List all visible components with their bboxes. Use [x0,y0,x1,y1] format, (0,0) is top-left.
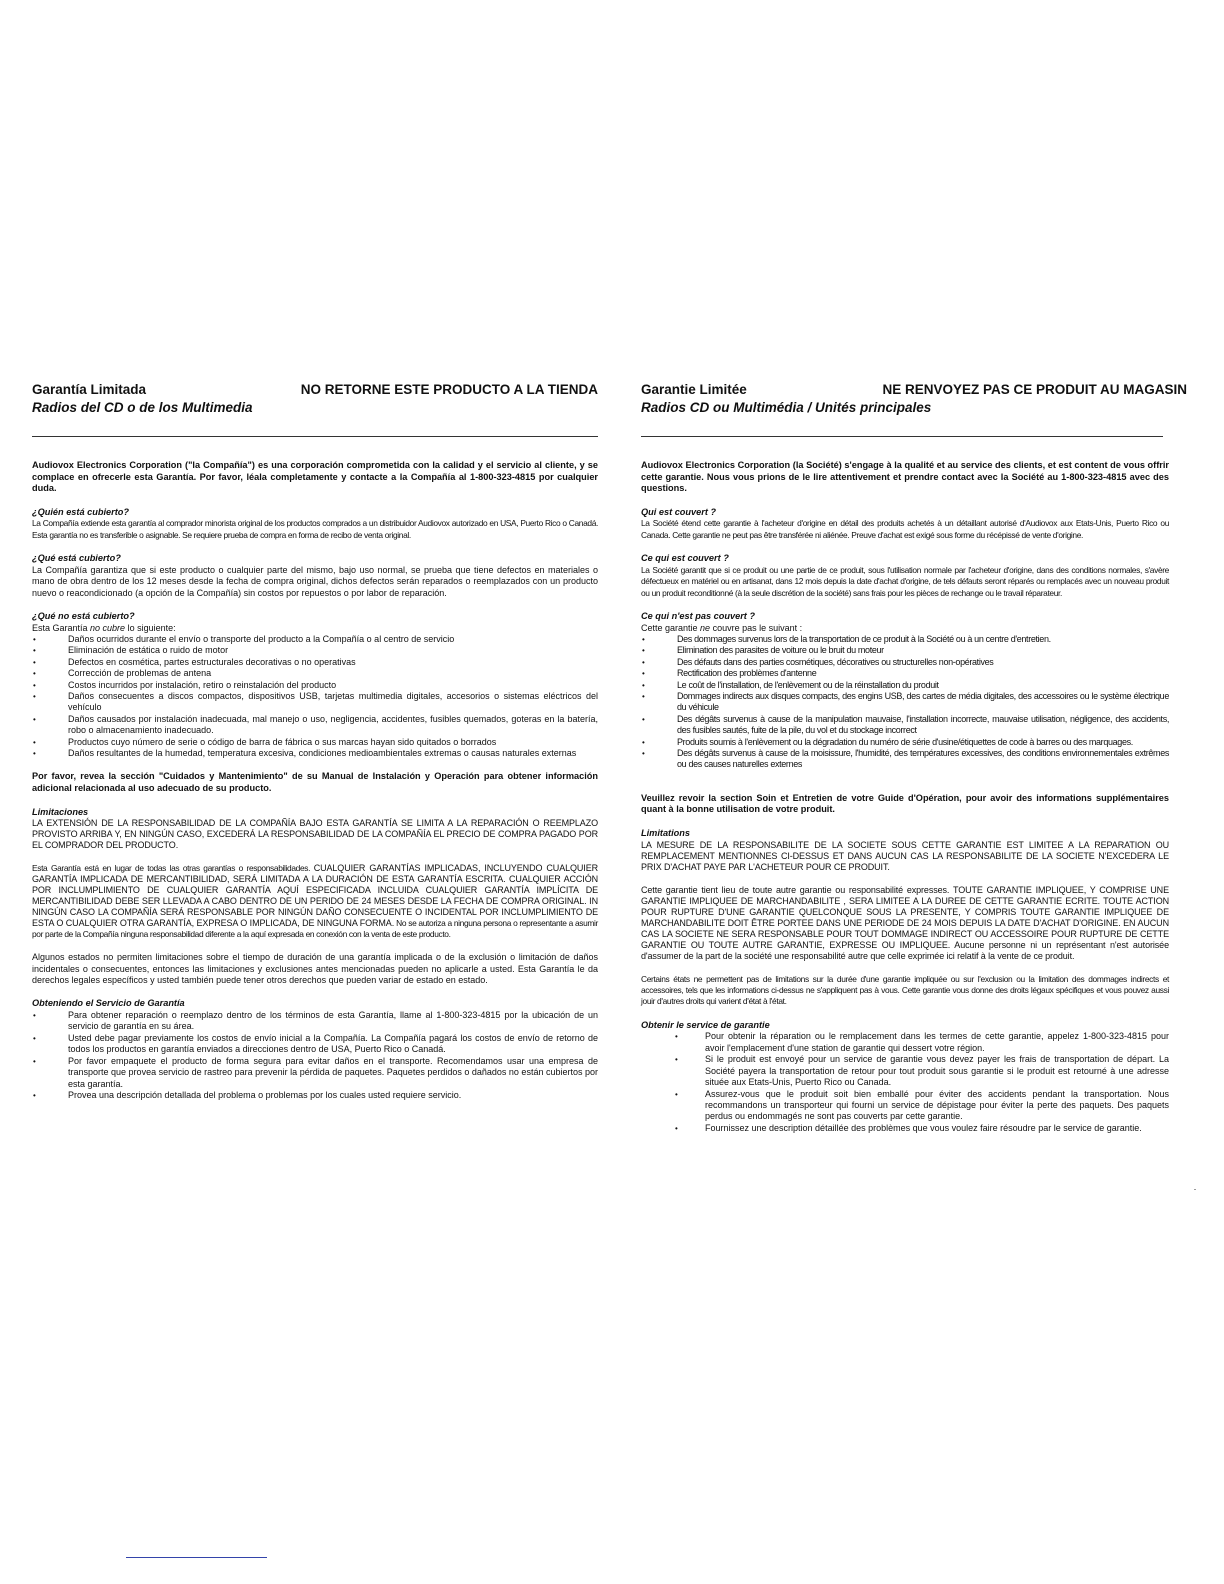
list-item: • Productos cuyo número de serie o código de barra de fábrica o sus marcas hayan sido quitados o borrados [32,737,598,748]
spanish-covered-section [32,553,598,599]
spanish-intro: Audiovox Electronics Corporation ("la Compañía") es una corporación comprometida con la calidad y el servicio al cliente, y se complace en ofrecerle esta Garantía. Por favor, léala completamente y contacte a la Compañía al 1-800-323-4815 por cualquier duda. [32,460,598,494]
list-item: • Des dégâts survenus à cause de la manipulation mauvaise, l'installation incorrecte, mauvaise utilisation, négligence, des accidents, des fusibles sautés, fuite de la pile, du vol et du stockage incorrect [641,714,1169,737]
list-item: • Des dommages survenus lors de la transportation de ce produit à la Société ou à un centre d'entretien. [641,634,1169,645]
list-item: • Usted debe pagar previamente los costos de envío inicial a la Compañía. La Compañía pagará los costos de envío de retorno de todos los productos en garantía enviados a direcciones dentro de USA, Puerto Rico o Canadá. [32,1033,598,1056]
french-subtitle: Radios CD ou Multimédia / Unités principales [641,400,932,415]
intro-emphasis: ne [700,622,711,633]
french-not-covered-heading: Ce qui n'est pas couvert ? [641,611,755,621]
french-limitations-paragraph [641,885,1169,962]
list-item: • Daños consecuentes a discos compactos, dispositivos USB, tarjetas multimedia digitales, accesorios o sistemas eléctricos del vehículo [32,691,598,714]
french-care-note: Veuillez revoir la section Soin et Entretien de votre Guide d'Opération, pour avoir des informations supplémentaires quant à la bonne utilisation de votre produit. [641,792,1169,815]
footer-hyperlink-underline [126,1557,267,1558]
list-item: • Assurez-vous que le produit soit bien emballé pour éviter des accidents pendant la transportation. Nous recommandons un transporteur qui fourni un service de dépistage pour éviter la perte des paquets. Des paquets perdus ou endommagés ne sont pas couverts par cette garantie. [641,1089,1169,1123]
french-states-paragraph: Certains états ne permettent pas de limitations sur la durée d'une garantie impliquée ou sur l'exclusion ou la limitation des dommages indirects et accessoires, tels que les informations ci-dessus ne s'appliquent pas à vous. Cette garantie vous donne des droits légaux spécifiques et vous pouvez aussi jouir d'autres droits qui varient d'état à l'état. [641,973,1169,1007]
list-item: • Daños ocurridos durante el envío o transporte del producto a la Compañía o al centro de servicio [32,634,598,645]
list-item: • Daños causados por instalación inadecuada, mal manejo o uso, negligencia, accidentes, fusibles quemados, goteras en la batería, robo o almacenamiento inadecuado. [32,714,598,737]
spanish-not-covered-list [32,634,598,759]
french-limitations-heading: Limitations [641,828,691,839]
french-covered-text: La Société garantit que si ce produit ou une partie de ce produit, sous l'utilisation normale par l'acheteur d'origine, dans des conditions normales, s'avère défectueux en matériel ou en artisanat, dans 12 mois depuis la date d'achat d'origine, de tels défauts seront réparés ou remplacés avec un nouveau produit ou un produit reconditionné (à la seule discrétion de la société) sans frais pour les pièces de rechange ou le travail réparateur. [641,564,1169,598]
spanish-who-text: La Compañía extiende esta garantía al comprador minorista original de los productos comprados a un distribuidor Audiovox autorizado en USA, Puerto Rico o Canadá. Esta garantía no es transferible o asignable. Se requiere prueba de compra en forma de recibo de venta original. [32,518,598,540]
french-service-heading: Obtenir le service de garantie [641,1019,770,1030]
french-not-covered-intro [641,623,1169,634]
intro-text: couvre pas le suivant : [710,622,803,633]
french-service-list [641,1031,1169,1134]
list-item: • Fournissez une description détaillée des problèmes que vous voulez faire résoudre par le service de garantie. [641,1123,1169,1134]
list-item: • Produits soumis à l'enlèvement ou la dégradation du numéro de série d'usine/étiquettes de code à barres ou des marquages. [641,737,1169,748]
spanish-limitations-heading: Limitaciones [32,806,89,817]
spanish-who-section [32,507,598,541]
para-caps: CUALQUIER GARANTÍAS IMPLICADAS, INCLUYENDO CUALQUIER GARANTÍA IMPLICADA DE MERCANTIBILIDAD, SERÁ LIMITADA A LA DURACIÓN DE ESTA GARANTÍA ESCRITA. CUALQUIER ACCIÓN POR INCLUMPLIMIENTO DE CUALQUIER GARANTÍA AQUÍ ESPECIFICADA INCLUIDA CUALQUIER GARANTÍA IMPLÍCITA DE MERCANTIBILIDAD DEBE SER LLEVADA A CABO DENTRO DE UN PERIDO DE 24 MESES DESDE LA FECHA DE COMPRA ORIGINAL. IN NINGÚN CASO LA COMPAÑÍA SERÁ RESPONSABLE POR NINGÚN DAÑO CONSECUENTE O INCIDENTAL POR INCLUMPLIMIENTO DE ESTA O CUALQUIER OTRA GARANTÍA, EXPRESA O IMPLICADA, DE NINGUNA FORMA. [32,863,599,929]
spanish-warranty-column [32,382,598,1101]
list-item: • Para obtener reparación o reemplazo dentro de los términos de esta Garantía, llame al 1-800-323-4815 por la ubicación de un servicio de garantía en su área. [32,1010,598,1033]
list-item: • Rectification des problèmes d'antenne [641,668,1169,679]
french-warranty-column [641,382,1187,1134]
intro-text: Esta Garantía [32,622,91,633]
french-header [641,382,1187,418]
list-item: • Des dégâts survenus à cause de la moisissure, l'humidité, des températures excessives, des conditions environnementales extrêmes ou des causes naturelles externes [641,748,1169,771]
spanish-covered-heading: ¿Qué está cubierto? [32,553,121,564]
french-limitations-section [641,828,1169,1008]
spanish-limitations-caps: LA EXTENSIÓN DE LA RESPONSABILIDAD DE LA COMPAÑÍA BAJO ESTA GARANTÍA SE LIMITA A LA REPARACIÓN O REEMPLAZO PROVISTO ARRIBA Y, EN NINGÚN CASO, EXCEDERÁ LA RESPONSABILIDAD DE LA COMPAÑÍA EL PRECIO DE COMPRA PAGADO POR EL COMPRADOR DEL PRODUCTO. [32,818,598,851]
spanish-states-paragraph: Algunos estados no permiten limitaciones sobre el tiempo de duración de una garantía implicada o de la exclusión o limitación de daños incidentales o consecuentes, entonces las limitaciones y exclusiones antes mencionadas pueden no aplicarle a usted. Esta Garantía le da derechos legales específicos y usted también puede tener otros derechos que pueden variar de estado en estado. [32,952,598,986]
intro-emphasis: no cubre [90,622,126,633]
spanish-service-list [32,1010,598,1101]
french-who-section [641,507,1169,541]
list-item: • Por favor empaquete el producto de forma segura para evitar daños en el transporte. Recomendamos usar una empresa de transporte que provea servicio de rastreo para prevenir la pérdida de paquetes. Paquetes perdidos o dañados no están cubiertos por esta garantía. [32,1056,598,1090]
intro-text: Cette garantie [641,622,701,633]
list-item: • Defectos en cosmética, partes estructurales decorativas o no operativas [32,657,598,668]
spanish-service-heading: Obteniendo el Servicio de Garantía [32,998,185,1009]
french-return-notice: NE RENVOYEZ PAS CE PRODUIT AU MAGASIN [882,382,1187,397]
spanish-who-heading: ¿Quién está cubierto? [32,506,129,517]
spanish-service-section [32,998,598,1101]
list-item: • Costos incurridos por instalación, retiro o reinstalación del producto [32,680,598,691]
french-not-covered-section [641,611,1169,771]
french-service-section [641,1020,1169,1134]
list-item: • Dommages indirects aux disques compacts, des engins USB, des cartes de média digitales, des accessoires ou le système électrique du véhicule [641,691,1169,714]
spanish-subtitle: Radios del CD o de los Multimedia [32,400,253,415]
french-who-heading: Qui est couvert ? [641,506,717,517]
spanish-divider [32,436,598,437]
french-divider [641,436,1163,437]
spanish-not-covered-intro [32,623,598,634]
french-who-text: La Société étend cette garantie à l'acheteur d'origine en détail des produits achetés à un détaillant autorisé d'Audiovox aux Etats-Unis, Puerto Rico ou Canada. Cette garantie ne peut pas être transférée ni aliénée. Preuve d'achat est exigé sous forme du récépissé de vente d'origine. [641,518,1169,540]
spanish-not-covered-heading: ¿Qué no está cubierto? [32,611,135,621]
list-item: • Corrección de problemas de antena [32,668,598,679]
spanish-not-covered-section [32,611,598,759]
stray-mark [1194,1189,1196,1190]
spanish-care-note: Por favor, revea la sección "Cuidados y Mantenimiento" de su Manual de Instalación y Operación para obtener información adicional relacionada al uso adecuado de su producto. [32,771,598,794]
french-intro: Audiovox Electronics Corporation (la Société) s'engage à la qualité et au service des clients, et est content de vous offrir cette garantie. Nous vous prions de le lire attentivement et prendre contact avec la Société au 1-800-323-4815 avec des questions. [641,460,1169,494]
spanish-header [32,382,598,418]
spanish-title: Garantía Limitada [32,382,147,397]
french-title: Garantie Limitée [641,382,747,397]
list-item: • Elimination des parasites de voiture ou le bruit du moteur [641,645,1169,656]
list-item: • Des défauts dans des parties cosmétiques, décoratives ou structurelles non-opératives [641,657,1169,668]
intro-text: lo siguiente: [125,622,176,633]
spanish-return-notice: NO RETORNE ESTE PRODUCTO A LA TIENDA [300,382,598,397]
french-limitations-caps: LA MESURE DE LA RESPONSABILITE DE LA SOCIETE SOUS CETTE GARANTIE EST LIMITEE A LA REPARATION OU REMPLACEMENT MENTIONNES CI-DESSUS ET DANS AUCUN CAS LA RESPONSABILITE DE LA SOCIETE N'EXCEDERA LE PRIX D'ACHAT PAYE PAR L'ACHETEUR POUR CE PRODUIT. [641,839,1169,872]
spanish-limitations-paragraph [32,863,598,940]
para-caps: TOUTE GARANTIE IMPLIQUEE, Y COMPRISE UNE GARANTIE IMPLIQUEE DE MARCHANDABILITE , SERA LIMITEE A LA DUREE DE CETTE GARANTIE ECRITE. TOUTE ACTION POUR RUPTURE D'UNE GARANTIE QUELCONQUE SOUS LA PRESENTE, Y COMPRIS TOUTE GARANTIE IMPLIQUEE DE MARCHANDABILITE DOIT ÊTRE PORTEE DANS UNE PERIODE DE 24 MOIS DEPUIS LA DATE D'ACHAT D'ORIGINE. EN AUCUN CAS LA SOCIETE NE SERA RESPONSABLE POUR TOUT DOMMAGE INDIRECT OU ACCESSOIRE POUR RUPTURE DE CETTE GARANTIE OU TOUTE AUTRE GARANTIE, EXPRESSE OU IMPLIQUEE. [641,884,1169,950]
para-tail: No se autoriza a ninguna persona o representante a asumir por parte de la Compañía ninguna responsabilidad diferente a la aquí expresada en conexión con la venta de este producto. [32,918,598,940]
list-item: • Si le produit est envoyé pour un service de garantie vous devez payer les frais de transportation de départ. La Société payera la transportation de retour pour tout produit sous garantie si le produit est retourné à une adresse située aux Etats-Unis, Puerto Rico ou Canada. [641,1054,1169,1088]
list-item: • Daños resultantes de la humedad, temperatura excesiva, condiciones medioambientales extremas o causas naturales externas [32,748,598,759]
para-lead: Cette garantie tient lieu de toute autre garantie ou responsabilité expresses. [641,884,953,895]
list-item: • Le coût de l'installation, de l'enlèvement ou de la réinstallation du produit [641,680,1169,691]
list-item: • Provea una descripción detallada del problema o problemas por los cuales usted requiere servicio. [32,1090,598,1101]
french-covered-heading: Ce qui est couvert ? [641,553,729,564]
spanish-covered-text: La Compañía garantiza que si este producto o cualquier parte del mismo, bajo uso normal, se prueba que tiene defectos en materiales o mano de obra dentro de los 12 meses desde la fecha de compra original, dichos defectos serán reparados o reemplazados con un producto nuevo o reacondicionado (a opción de la Compañía) sin costos por repuestos o por labor de reparación. [32,564,598,598]
spanish-limitations-section [32,807,598,987]
french-covered-section [641,553,1169,599]
para-tail: Aucune personne ni un représentant n'est autorisée d'assumer de la part de la société une responsabilité autre que celle exprimée ici relatif à la vente de ce produit. [641,939,1169,961]
french-not-covered-list [641,634,1169,771]
list-item: • Eliminación de estática o ruido de motor [32,645,598,656]
list-item: • Pour obtenir la réparation ou le remplacement dans les termes de cette garantie, appelez 1-800-323-4815 pour avoir l'emplacement d'une station de garantie qui dessert votre région. [641,1031,1169,1054]
para-lead: Esta Garantía está en lugar de todas las otras garantías o responsabilidades. [32,863,314,874]
